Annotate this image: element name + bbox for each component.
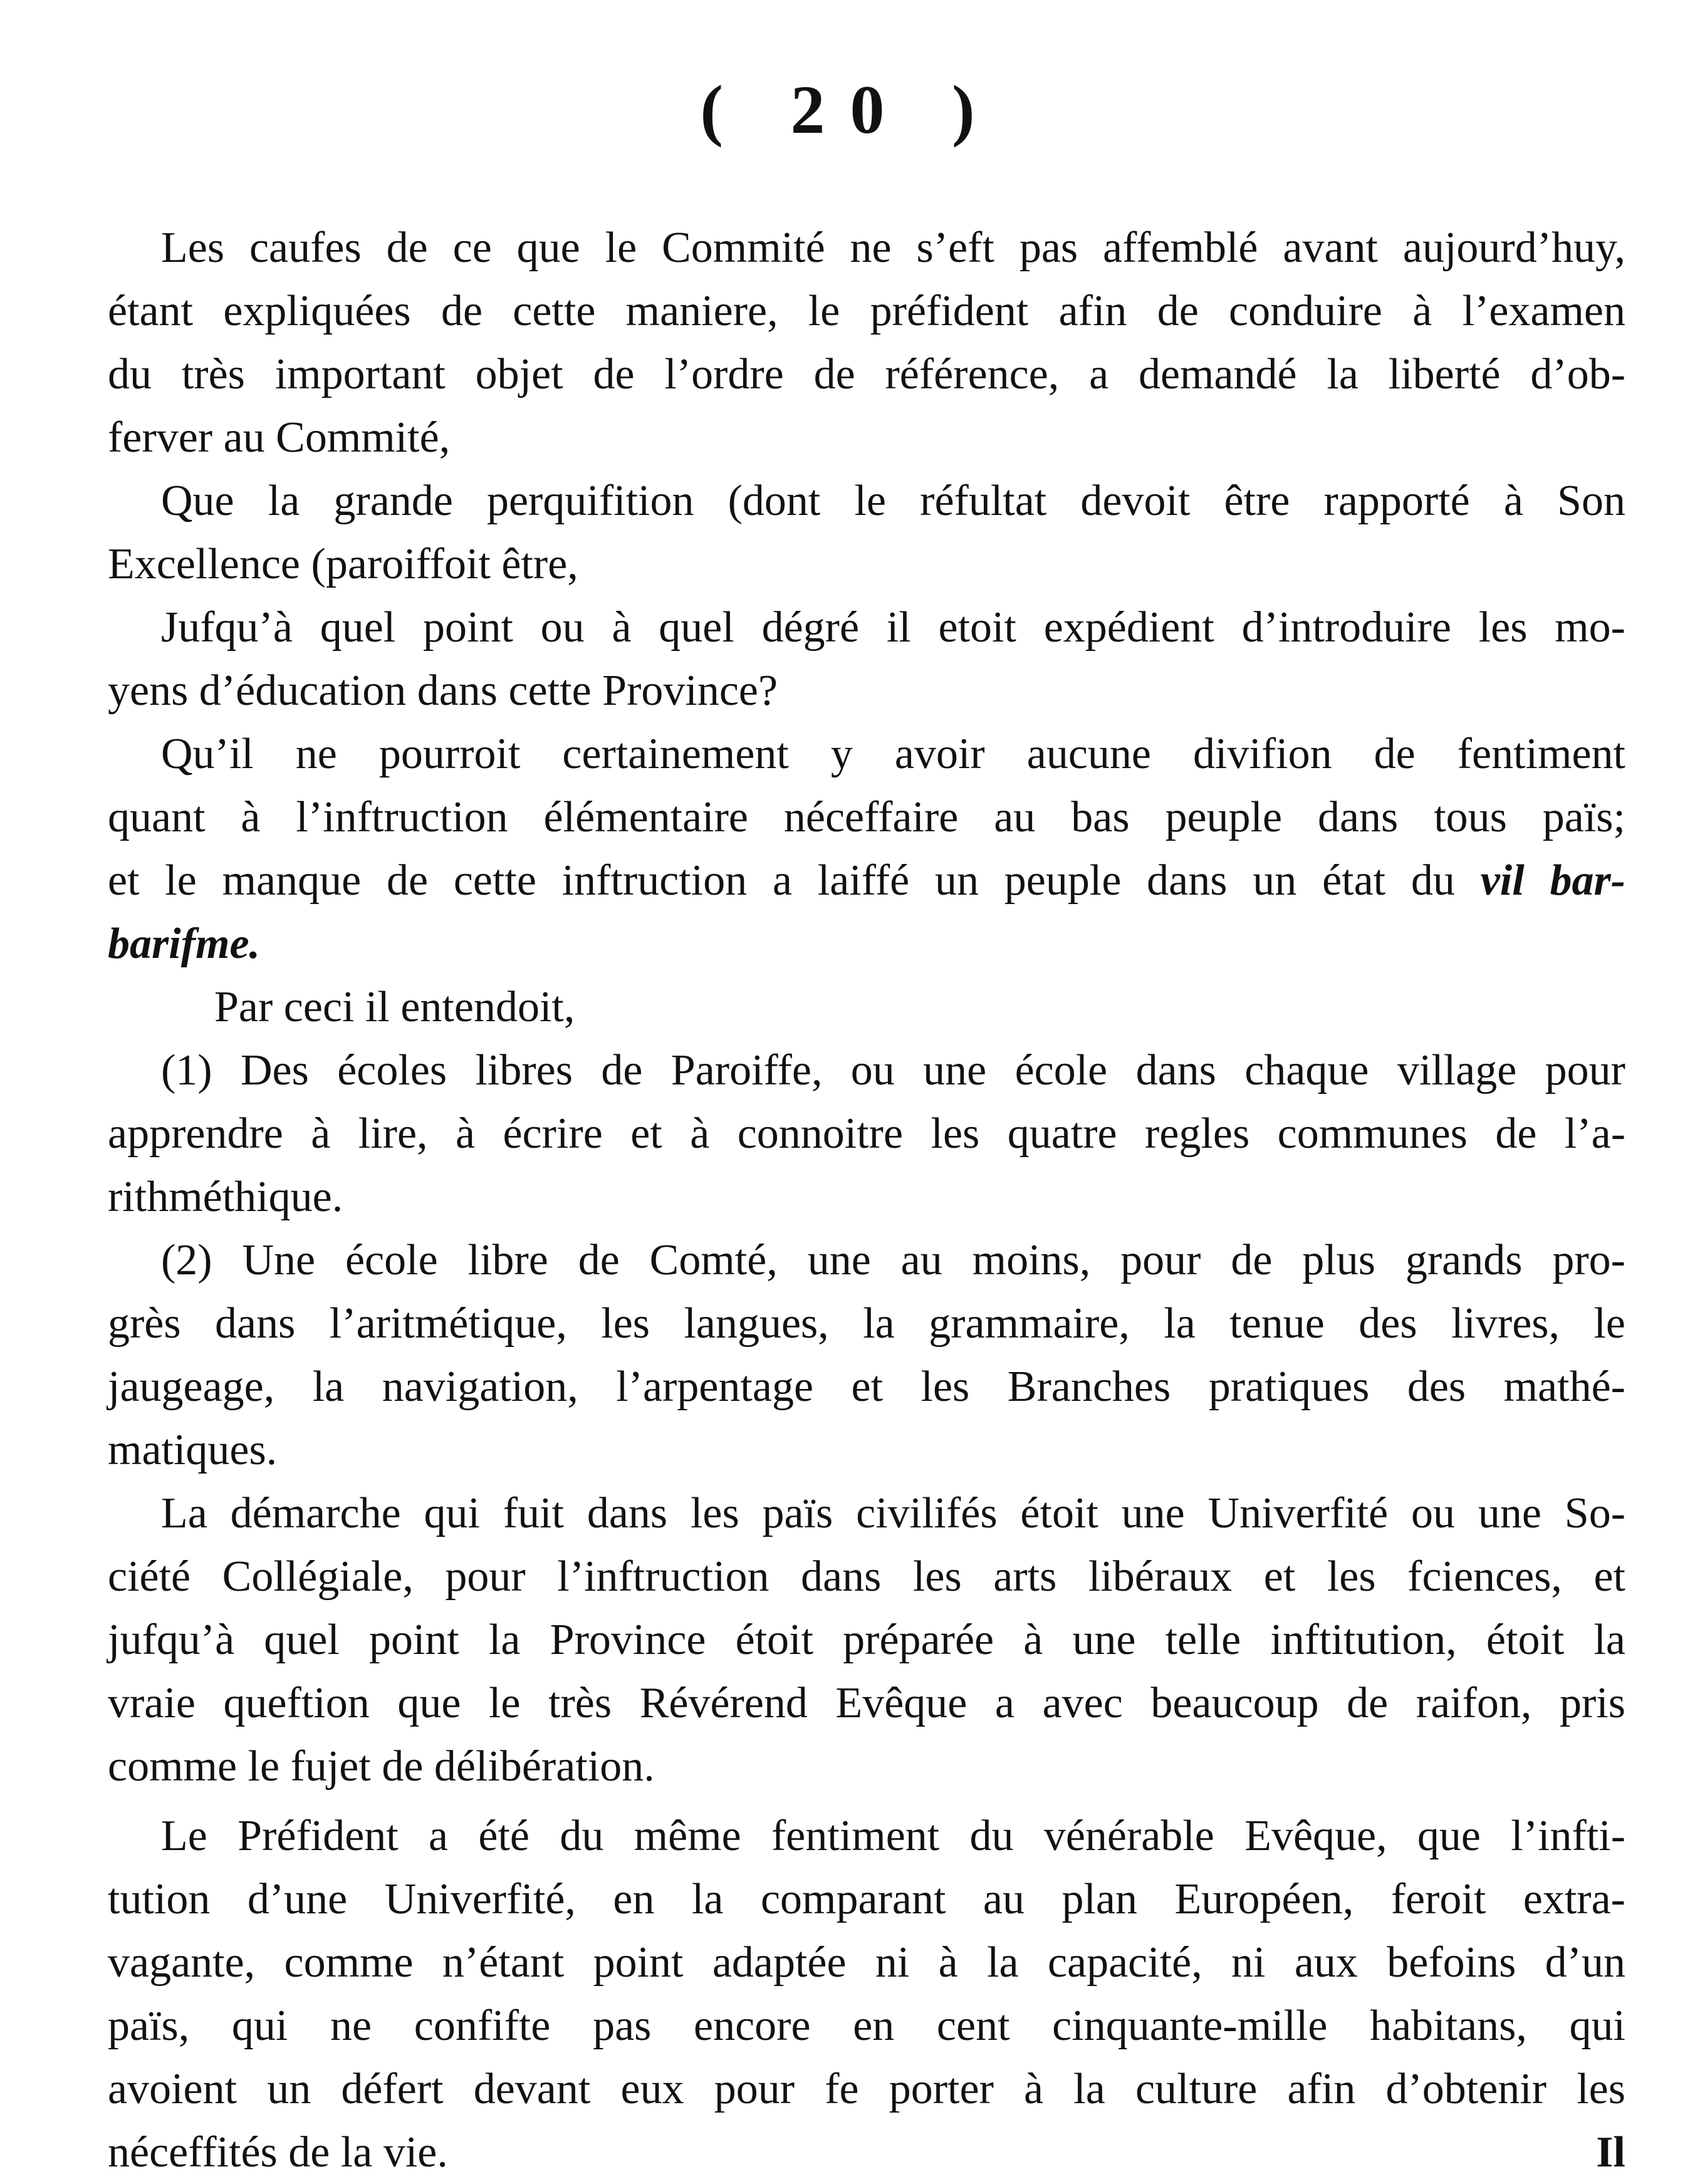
text-line: ferver au Commité, xyxy=(108,413,451,462)
text-line xyxy=(108,2121,1625,2184)
text-line: du très important objet de l’ordre de référence, a demandé la liberté d’ob- xyxy=(108,350,1625,398)
text-line: Par ceci il entendoit, xyxy=(214,983,575,1031)
text-line: grès dans l’aritmétique, les langues, la grammaire, la tenue des livres, le xyxy=(108,1299,1625,1348)
paragraph xyxy=(108,975,1625,1039)
italic-word: barifme. xyxy=(108,920,261,968)
text-line: comme le fujet de délibération. xyxy=(108,1742,655,1791)
text-line: jaugeage, la navigation, l’arpentage et les Branches pratiques des mathé- xyxy=(108,1363,1625,1411)
text-line: Excellence (paroiffoit être, xyxy=(108,540,578,588)
text-line: avoient un défert devant eux pour fe porter à la culture afin d’obtenir les xyxy=(108,2065,1625,2113)
paragraph xyxy=(108,1804,1625,2184)
text-line: Les caufes de ce que le Commité ne s’eft pas affemblé avant aujourd’huy, xyxy=(161,224,1625,272)
text-line: Qu’il ne pourroit certainement y avoir aucune divifion de fentiment xyxy=(161,730,1625,778)
text-line: apprendre à lire, à écrire et à connoitre les quatre regles communes de l’a- xyxy=(108,1110,1625,1158)
text-line: (1) Des écoles libres de Paroiffe, ou une école dans chaque village pour xyxy=(161,1046,1625,1095)
text-line: (2) Une école libre de Comté, une au moins, pour de plus grands pro- xyxy=(161,1236,1625,1284)
text-line: étant expliquées de cette maniere, le préfident afin de conduire à l’examen xyxy=(108,287,1625,335)
text-line-main: néceffités de la vie. xyxy=(108,2128,448,2176)
catchword: Il xyxy=(1596,2128,1625,2176)
paragraph-gap xyxy=(108,1798,1625,1804)
text-line: Le Préfident a été du même fentiment du vénérable Evêque, que l’infti- xyxy=(161,1812,1625,1860)
text-line: jufqu’à quel point la Province étoit préparée à une telle inftitution, étoit la xyxy=(108,1616,1625,1664)
paragraph xyxy=(108,722,1625,975)
text-line: Que la grande perquifition (dont le réfultat devoit être rapporté à Son xyxy=(161,477,1625,525)
text-line: La démarche qui fuit dans les païs civilifés étoit une Univerfité ou une So- xyxy=(161,1489,1625,1537)
paragraph xyxy=(108,596,1625,722)
italic-word: vil bar- xyxy=(1480,856,1625,905)
text-line xyxy=(108,849,1625,912)
text-line: rithméthique. xyxy=(108,1173,343,1221)
text-line xyxy=(108,912,1625,975)
paragraph xyxy=(108,1229,1625,1482)
paragraph xyxy=(108,1482,1625,1798)
text-line: matiques. xyxy=(108,1426,278,1474)
paragraph xyxy=(108,216,1625,469)
paragraph xyxy=(108,469,1625,596)
text-line: tution d’une Univerfité, en la comparant au plan Européen, feroit extra- xyxy=(108,1875,1625,1923)
text-line: yens d’éducation dans cette Province? xyxy=(108,667,778,715)
text-line: Jufqu’à quel point ou à quel dégré il etoit expédient d’introduire les mo- xyxy=(161,603,1625,652)
text-line-main: et le manque de cette inftruction a laiffé un peuple dans un état du xyxy=(108,856,1455,905)
text-line: païs, qui ne confifte pas encore en cent cinquante-mille habitans, qui xyxy=(108,2002,1625,2050)
text-line: ciété Collégiale, pour l’inftruction dans les arts libéraux et les fciences, et xyxy=(108,1552,1625,1601)
text-line: vagante, comme n’étant point adaptée ni à la capacité, ni aux befoins d’un xyxy=(108,1938,1625,1987)
paragraph xyxy=(108,1039,1625,1229)
text-line: vraie queftion que le très Révérend Evêque a avec beaucoup de raifon, pris xyxy=(108,1679,1625,1727)
body-text xyxy=(108,216,1625,2184)
page-number: ( 20 ) xyxy=(700,71,1000,148)
text-line: quant à l’inftruction élémentaire néceffaire au bas peuple dans tous païs; xyxy=(108,793,1625,841)
